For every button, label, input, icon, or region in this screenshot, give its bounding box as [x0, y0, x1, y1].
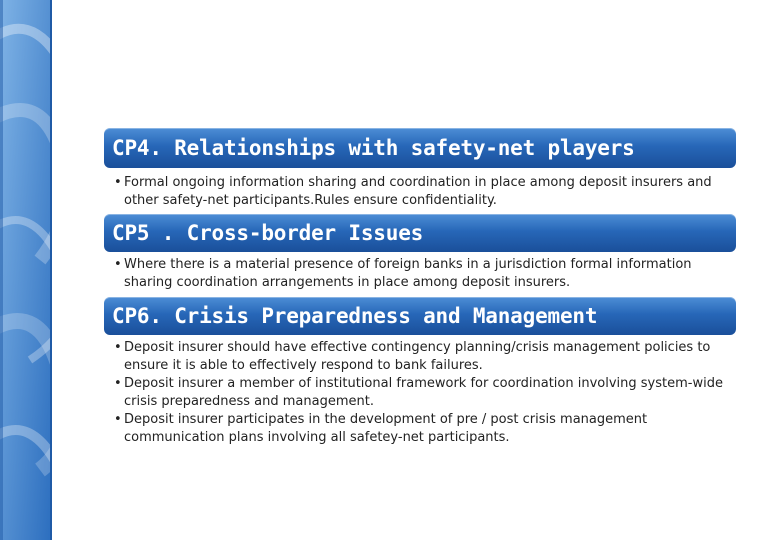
divider-line — [50, 0, 52, 540]
bullet-list — [104, 339, 736, 447]
bullet-item: • Deposit insurer a member of institutional framework for coordination involving system-wide crisis preparedness and management. — [114, 375, 736, 411]
bullet-item: • Deposit insurer should have effective contingency planning/crisis management policies to ensure it is able to effectively respond to bank failures. — [114, 339, 736, 375]
section-title: CP6. Crisis Preparedness and Management — [112, 304, 598, 328]
section-cp5 — [104, 214, 736, 292]
section-title-banner — [104, 214, 736, 252]
bullet-item: • Formal ongoing information sharing and coordination in place among deposit insurers and other safety-net participants.Rules ensure confidentiality. — [114, 174, 736, 210]
slide-content — [104, 128, 736, 447]
bullet-item: • Deposit insurer participates in the development of pre / post crisis management communication plans involving all safetey-net participants. — [114, 411, 736, 447]
wave-pattern-icon — [0, 0, 50, 540]
bullet-item: • Where there is a material presence of foreign banks in a jurisdiction formal information sharing coordination arrangements in place among deposit insurers. — [114, 256, 736, 292]
decorative-side-band — [0, 0, 50, 540]
section-cp4 — [104, 128, 736, 210]
section-title: CP4. Relationships with safety-net players — [112, 136, 635, 160]
section-title: CP5 . Cross-border Issues — [112, 221, 424, 245]
bullet-list — [104, 256, 736, 292]
section-title-banner — [104, 297, 736, 335]
bullet-list — [104, 174, 736, 210]
section-cp6 — [104, 297, 736, 447]
section-title-banner — [104, 128, 736, 168]
